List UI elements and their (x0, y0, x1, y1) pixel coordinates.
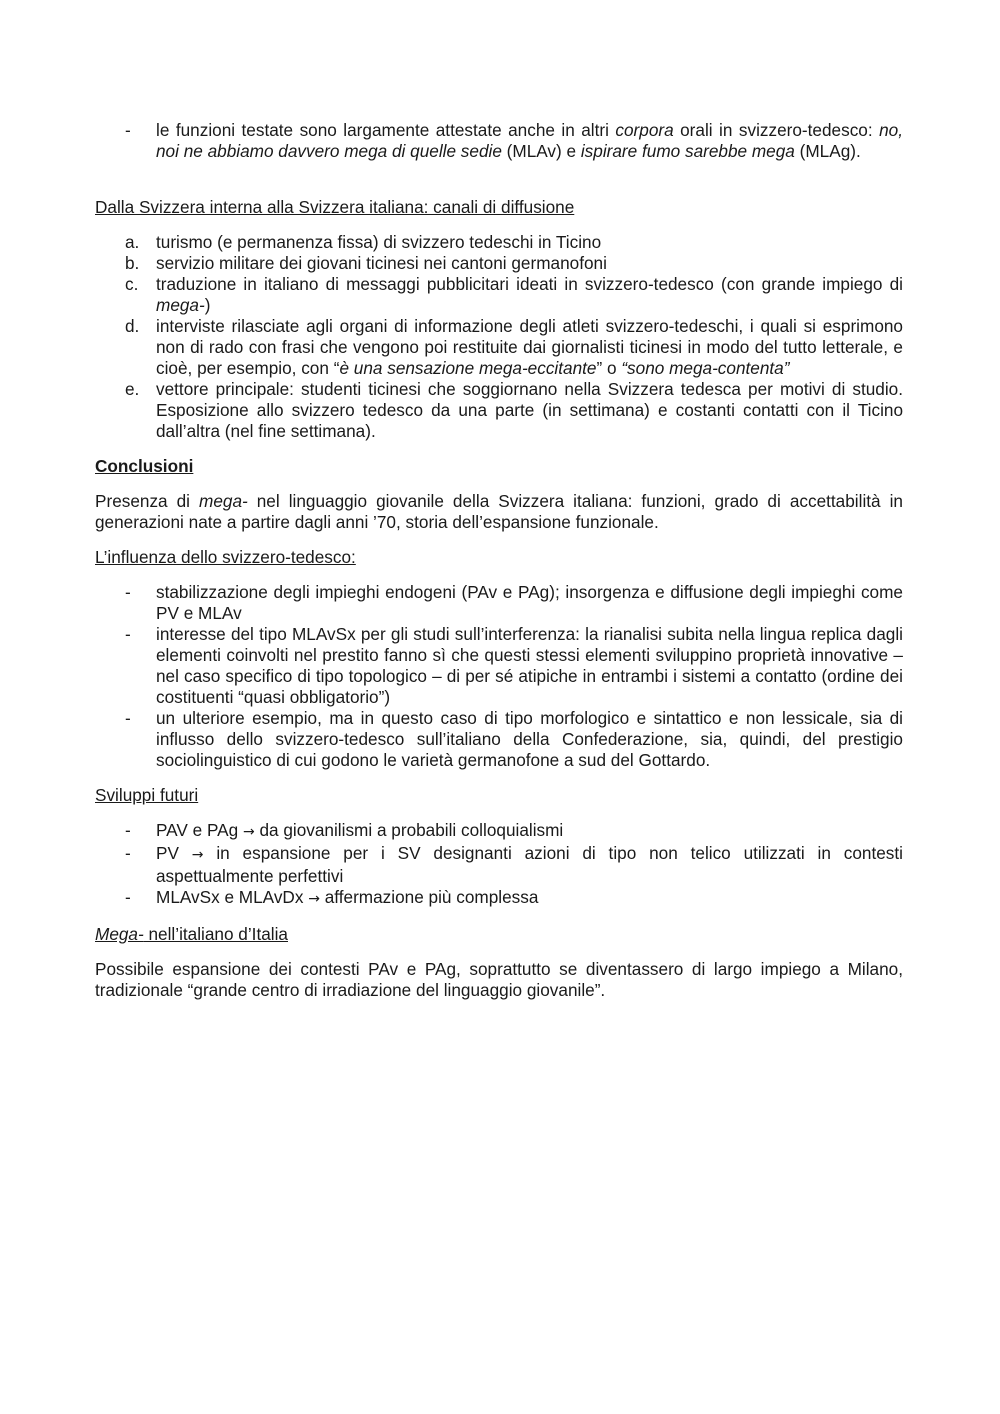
corpora-list (95, 120, 903, 162)
list-item: - un ulteriore esempio, ma in questo caso di tipo morfologico e sintattico e non lessicale, sia di influsso dello svizzero-tedesco sull’italiano della Confederazione, sia, quindi, del prestigio sociolinguistico di cui godono le varietà germanofone a sud del Gottardo. (125, 708, 903, 770)
section-heading-influence: L’influenza dello svizzero-tedesco: (95, 547, 356, 567)
diffusion-channels-list (95, 232, 903, 442)
list-marker: - (125, 120, 131, 140)
list-item: - MLAvSx e MLAvDx → affermazione più complessa (125, 887, 539, 907)
list-item: d. interviste rilasciate agli organi di informazione degli atleti svizzero-tedeschi, i quali si esprimono non di rado con frasi che vengono poi restituite dai giornalisti ticinesi in modo del tutto letterale, e cioè, per esempio, con “è una sensazione mega-eccitante” o “sono mega-contenta” (125, 316, 903, 378)
list-item: - stabilizzazione degli impieghi endogeni (PAv e PAg); insorgenza e diffusione degli impieghi come PV e MLAv (125, 582, 903, 623)
list-item: - interesse del tipo MLAvSx per gli studi sull’interferenza: la rianalisi subita nella lingua replica dagli elementi coinvolti nel prestito fanno sì che questi stessi elementi sviluppino proprietà innovative – nel caso specifico di tipo topologico – di per sé atipiche in entrambi i sistemi a contatto (ordine dei costituenti “quasi obbligatorio”) (125, 624, 903, 707)
influence-list (95, 582, 903, 771)
list-item: - PAV e PAg → da giovanilismi a probabili colloquialismi (125, 820, 564, 840)
section-heading-conclusions: Conclusioni (95, 456, 194, 476)
section-heading-future: Sviluppi futuri (95, 785, 199, 805)
arrow-right-icon: → (191, 847, 204, 863)
arrow-right-icon: → (308, 891, 320, 907)
section-heading-italy: Mega- nell’italiano d’Italia (95, 924, 288, 944)
section-heading-diffusion: Dalla Svizzera interna alla Svizzera italiana: canali di diffusione (95, 197, 575, 217)
page-content (95, 120, 903, 1001)
list-item: a. turismo (e permanenza fissa) di svizzero tedeschi in Ticino (125, 232, 602, 252)
list-item: c. traduzione in italiano di messaggi pubblicitari ideati in svizzero-tedesco (con grande impiego di mega-) (125, 274, 903, 315)
list-item: e. vettore principale: studenti ticinesi che soggiornano nella Svizzera tedesca per motivi di studio. Esposizione allo svizzero tedesco da una parte (in settimana) e costanti contatti con il Ticino dall’altra (nel fine settimana). (125, 379, 903, 441)
arrow-right-icon: → (242, 824, 255, 840)
list-item: - PV → in espansione per i SV designanti azioni di tipo non telico utilizzati in contesti aspettualmente perfettivi (125, 843, 903, 886)
italy-paragraph: Possibile espansione dei contesti PAv e PAg, soprattutto se diventassero di largo impiego a Milano, tradizionale “grande centro di irradiazione del linguaggio giovanile”. (95, 959, 903, 1000)
list-item: b. servizio militare dei giovani ticinesi nei cantoni germanofoni (125, 253, 607, 273)
conclusions-paragraph: Presenza di mega- nel linguaggio giovanile della Svizzera italiana: funzioni, grado di accettabilità in generazioni nate a partire dagli anni ’70, storia dell’espansione funzionale. (95, 491, 903, 532)
future-list (95, 820, 903, 910)
list-item: - le funzioni testate sono largamente attestate anche in altri corpora orali in svizzero-tedesco: no, noi ne abbiamo davvero mega di quelle sedie (MLAv) e ispirare fumo sarebbe mega (MLAg). (125, 120, 903, 161)
